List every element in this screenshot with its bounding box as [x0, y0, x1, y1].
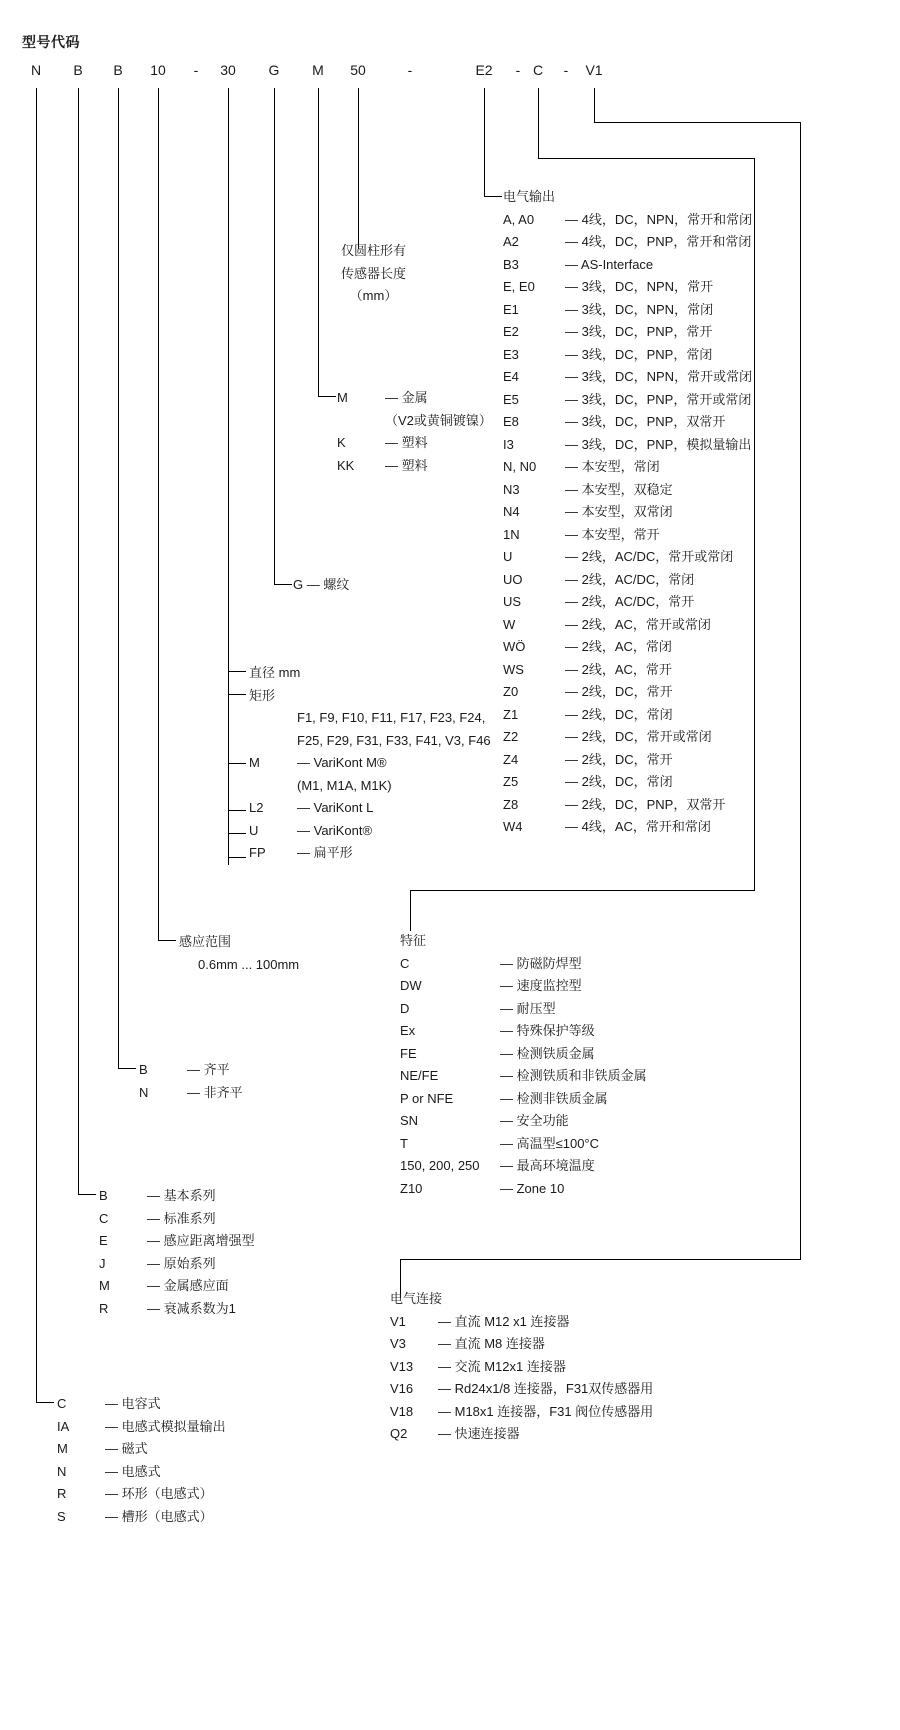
series-code: M [99, 1278, 110, 1293]
list-item [503, 569, 752, 592]
series-desc: — 感应距离增强型 [147, 1233, 255, 1248]
connection-code: Q2 [390, 1426, 408, 1441]
output-desc: — 2线，DC，常闭 [565, 706, 673, 722]
list-item [57, 1438, 226, 1461]
series-block [99, 1185, 255, 1320]
principle-desc: — 磁式 [105, 1441, 148, 1456]
list-item [249, 842, 491, 865]
principle-code: N [57, 1463, 67, 1479]
material-code: KK [337, 457, 355, 473]
leader-sensing-range-horizontal [158, 940, 176, 941]
output-desc: — 3线，DC，PNP，常开 [565, 324, 713, 339]
output-desc: — 4线，AC，常开和常闭 [565, 819, 711, 834]
code-segment-11: - [515, 62, 521, 78]
feature-code: FE [400, 1045, 417, 1061]
shape-desc: — VariKont L [297, 800, 374, 815]
output-desc: — 2线，DC，常闭 [565, 774, 673, 789]
leader-principle-vertical [36, 88, 37, 1403]
output-code: E, E0 [503, 279, 535, 294]
leader-shape-stub-varikontl [228, 810, 246, 811]
principle-desc: — 槽形（电感式） [105, 1508, 213, 1524]
feature-desc: — 特殊保护等级 [500, 1023, 595, 1038]
feature-desc: — 检测非铁质金属 [500, 1090, 608, 1106]
list-item [99, 1298, 255, 1321]
feature-code: C [400, 955, 410, 971]
leader-length-vertical [358, 88, 359, 249]
leader-thread-horizontal [274, 584, 292, 585]
list-item [503, 366, 752, 389]
series-desc: — 标准系列 [147, 1210, 216, 1226]
list-item [503, 681, 752, 704]
list-item [400, 1110, 647, 1133]
output-code: Z5 [503, 774, 519, 789]
output-desc: — 3线，DC，PNP，双常开 [565, 414, 726, 429]
output-code: E5 [503, 391, 519, 407]
feature-desc: — 耐压型 [500, 1000, 556, 1016]
shape-desc: — 扁平形 [297, 845, 353, 860]
list-item [337, 387, 492, 410]
output-desc: — 3线，DC，PNP，模拟量输出 [565, 436, 752, 452]
leader-features-vertical-b [754, 158, 755, 891]
connection-code: V13 [390, 1358, 414, 1374]
leader-material-vertical [318, 88, 319, 397]
output-desc: — 2线，AC，常开或常闭 [565, 616, 711, 632]
code-segment-10: E2 [475, 62, 493, 78]
list-item [503, 546, 752, 569]
list-item [503, 276, 752, 299]
shape-desc: F1, F9, F10, F11, F17, F23, F24, [297, 710, 486, 725]
flush-code: N [139, 1084, 149, 1100]
output-desc: — 2线，AC/DC，常闭 [565, 571, 695, 587]
list-item [503, 726, 752, 749]
code-segment-4: - [193, 62, 199, 78]
list-item [503, 614, 752, 637]
material-code: K [337, 435, 346, 450]
leader-shape-stub-varikontm [228, 763, 246, 764]
output-code: 1N [503, 526, 520, 542]
output-code: WS [503, 661, 524, 677]
list-item [390, 1311, 653, 1334]
list-item [337, 432, 492, 455]
list-item [503, 321, 752, 344]
leader-connection-horizontal-a [594, 122, 801, 123]
material-code [337, 410, 385, 433]
output-code: Z2 [503, 729, 519, 744]
leader-material-horizontal [318, 396, 336, 397]
output-code: A, A0 [503, 211, 535, 227]
shape-code: 矩形 [249, 687, 276, 703]
thread-block [293, 574, 349, 597]
list-item [249, 820, 491, 843]
principle-block [57, 1393, 226, 1528]
list-item [503, 411, 752, 434]
feature-desc: — 安全功能 [500, 1113, 569, 1128]
code-segment-0: N [30, 62, 42, 78]
output-desc: — 3线，DC，PNP，常开或常闭 [565, 391, 752, 407]
output-desc: — 2线，DC，PNP，双常开 [565, 796, 726, 812]
material-desc: — 金属 [385, 390, 428, 405]
output-code: Z8 [503, 796, 519, 812]
principle-desc: — 电感式模拟量输出 [105, 1418, 226, 1434]
list-item [57, 1506, 226, 1529]
feature-desc: — 速度监控型 [500, 978, 582, 993]
shape-code: L2 [249, 800, 264, 815]
output-desc: — 3线，DC，NPN，常闭 [565, 301, 714, 317]
feature-desc: — 检测铁质和非铁质金属 [500, 1068, 647, 1083]
list-item [57, 1483, 226, 1506]
list-item [99, 1230, 255, 1253]
shape-desc: (M1, M1A, M1K) [297, 777, 392, 793]
leader-sensing-range-vertical [158, 88, 159, 941]
connection-desc: — 直流 M8 连接器 [438, 1336, 545, 1351]
connection-desc: — 直流 M12 x1 连接器 [438, 1313, 570, 1329]
leader-output-horizontal [484, 196, 502, 197]
output-desc: — 4线，DC，PNP，常开和常闭 [565, 234, 752, 249]
principle-code: S [57, 1508, 66, 1524]
series-desc: — 基本系列 [147, 1188, 216, 1203]
output-code: U [503, 549, 513, 564]
feature-desc: — 检测铁质金属 [500, 1045, 595, 1061]
list-item [503, 209, 752, 232]
shape-block [249, 662, 491, 865]
series-desc: — 原始系列 [147, 1255, 216, 1271]
list-item [390, 1333, 653, 1356]
list-item [503, 434, 752, 457]
list-item [400, 998, 647, 1021]
series-code: C [99, 1210, 109, 1226]
shape-code: M [249, 755, 260, 770]
sensor-length-block [341, 240, 406, 308]
list-item [503, 524, 752, 547]
output-desc: — 2线，AC，常闭 [565, 639, 672, 654]
leader-connection-vertical-a [594, 88, 595, 123]
feature-desc: — 最高环境温度 [500, 1158, 595, 1173]
connection-desc: — 交流 M12x1 连接器 [438, 1358, 566, 1374]
code-segment-1: B [73, 62, 83, 78]
series-code: R [99, 1300, 109, 1316]
list-item [400, 1065, 647, 1088]
flush-desc: — 齐平 [187, 1062, 230, 1077]
list-item [400, 1155, 647, 1178]
list-item [400, 1043, 647, 1066]
output-desc: — 2线，DC，常开或常闭 [565, 729, 712, 744]
shape-code [249, 730, 297, 753]
code-segment-3: 10 [150, 62, 166, 78]
leader-shape-vertical [228, 88, 229, 865]
electrical-output-heading: 电气输出 [503, 189, 556, 204]
list-item [503, 231, 752, 254]
list-item [249, 752, 491, 775]
list-item [249, 775, 491, 798]
connection-desc: — Rd24x1/8 连接器，F31双传感器用 [438, 1381, 654, 1396]
shape-desc: F25, F29, F31, F33, F41, V3, F46 [297, 732, 491, 748]
leader-features-horizontal-b [410, 890, 755, 891]
list-item [503, 659, 752, 682]
leader-output-vertical [484, 88, 485, 197]
output-code: WÖ [503, 639, 526, 654]
principle-code: IA [57, 1418, 70, 1434]
leader-features-vertical-c [410, 890, 411, 931]
output-code: N3 [503, 481, 520, 497]
connection-code: V18 [390, 1403, 414, 1419]
sensor-length-unit: （mm） [349, 288, 398, 303]
leader-series-vertical [78, 88, 79, 1195]
electrical-output-block [503, 186, 752, 839]
housing-material-block [337, 387, 492, 477]
list-item [400, 975, 647, 998]
feature-code: DW [400, 978, 422, 993]
list-item [337, 455, 492, 478]
list-item [57, 1416, 226, 1439]
feature-code: SN [400, 1113, 419, 1128]
list-item [503, 749, 752, 772]
output-code: US [503, 594, 522, 609]
list-item [400, 953, 647, 976]
connection-block [390, 1288, 653, 1446]
code-segment-13: - [563, 62, 569, 78]
list-item [503, 794, 752, 817]
list-item [99, 1208, 255, 1231]
feature-code: NE/FE [400, 1068, 439, 1083]
output-desc: — 2线，AC/DC，常开 [565, 594, 695, 609]
output-desc: — 3线，DC，NPN，常开或常闭 [565, 369, 753, 384]
output-code: Z4 [503, 751, 519, 767]
list-item [57, 1461, 226, 1484]
output-code: N, N0 [503, 459, 537, 474]
list-item [249, 730, 491, 753]
output-code: A2 [503, 234, 519, 249]
list-item [337, 410, 492, 433]
output-code: W [503, 616, 516, 632]
principle-code: R [57, 1486, 67, 1501]
output-desc: — 4线，DC，NPN，常开和常闭 [565, 211, 753, 227]
output-code: E2 [503, 324, 519, 339]
list-item [400, 1178, 647, 1201]
list-item [249, 797, 491, 820]
series-desc: — 金属感应面 [147, 1278, 229, 1293]
sensing-range-heading: 感应范围 [179, 934, 232, 949]
feature-code: Ex [400, 1023, 416, 1038]
output-code: E8 [503, 414, 519, 429]
output-code: B3 [503, 256, 519, 272]
leader-shape-stub-varikont [228, 833, 246, 834]
list-item [390, 1401, 653, 1424]
series-code: J [99, 1255, 106, 1271]
output-desc: — 2线，AC/DC，常开或常闭 [565, 549, 734, 564]
features-heading: 特征 [400, 933, 427, 948]
material-desc: （V2或黄铜镀镍） [385, 412, 492, 428]
leader-principle-horizontal [36, 1402, 54, 1403]
shape-desc: — VariKont® [297, 822, 373, 838]
shape-code: U [249, 822, 259, 838]
flush-desc: — 非齐平 [187, 1084, 243, 1100]
flush-code: B [139, 1062, 148, 1077]
principle-desc: — 电容式 [105, 1396, 161, 1411]
leader-shape-stub-rect [228, 694, 246, 695]
code-segment-5: 30 [220, 62, 236, 78]
output-code: Z1 [503, 706, 519, 722]
list-item [390, 1423, 653, 1446]
output-code: I3 [503, 436, 514, 452]
series-code: E [99, 1233, 108, 1248]
sensor-length-note: 仅圆柱形有 [341, 243, 407, 258]
output-desc: — 3线，DC，NPN，常开 [565, 279, 714, 294]
connection-code: V3 [390, 1336, 406, 1351]
output-desc: — 本安型，常开 [565, 526, 660, 542]
list-item [503, 479, 752, 502]
features-block [400, 930, 647, 1200]
list-item [503, 591, 752, 614]
output-desc: — 3线，DC，PNP，常闭 [565, 346, 713, 362]
output-desc: — 2线，AC，常开 [565, 661, 672, 677]
leader-connection-vertical-b [800, 122, 801, 1260]
leader-features-horizontal-a [538, 158, 755, 159]
leader-shape-stub-flat [228, 857, 246, 858]
connection-code: V1 [390, 1313, 406, 1329]
list-item [503, 704, 752, 727]
material-desc: — 塑料 [385, 435, 428, 450]
feature-code: T [400, 1135, 408, 1151]
output-code: Z0 [503, 684, 519, 699]
feature-code: D [400, 1000, 410, 1016]
leader-thread-vertical [274, 88, 275, 585]
list-item [249, 662, 491, 685]
list-item [99, 1185, 255, 1208]
list-item [503, 771, 752, 794]
flush-block [139, 1059, 243, 1104]
leader-connection-horizontal-b [400, 1259, 801, 1260]
output-code: W4 [503, 819, 523, 834]
list-item [249, 685, 491, 708]
list-item [503, 456, 752, 479]
principle-desc: — 环形（电感式） [105, 1486, 213, 1501]
list-item [139, 1059, 243, 1082]
leader-flush-horizontal [118, 1068, 136, 1069]
output-code: UO [503, 571, 523, 587]
connection-desc: — 快速连接器 [438, 1426, 520, 1441]
list-item [503, 299, 752, 322]
shape-code: FP [249, 845, 266, 860]
material-code: M [337, 390, 348, 405]
output-desc: — AS-Interface [565, 256, 654, 272]
feature-code: Z10 [400, 1180, 423, 1196]
list-item [400, 1020, 647, 1043]
principle-desc: — 电感式 [105, 1463, 161, 1479]
shape-code: 直径 mm [249, 665, 301, 680]
feature-desc: — 防磁防焊型 [500, 955, 582, 971]
connection-desc: — M18x1 连接器，F31 阀位传感器用 [438, 1403, 654, 1419]
output-code: N4 [503, 504, 520, 519]
list-item [390, 1378, 653, 1401]
connection-code: V16 [390, 1381, 414, 1396]
list-item [390, 1356, 653, 1379]
shape-code [249, 707, 297, 730]
output-code: E3 [503, 346, 519, 362]
code-segment-2: B [113, 62, 123, 78]
list-item [503, 501, 752, 524]
leader-shape-stub-diameter [228, 671, 246, 672]
code-segment-12: C [532, 62, 544, 78]
leader-flush-vertical [118, 88, 119, 1069]
leader-series-horizontal [78, 1194, 96, 1195]
list-item [139, 1082, 243, 1105]
shape-code [249, 775, 297, 798]
output-code: E4 [503, 369, 519, 384]
feature-desc: — Zone 10 [500, 1180, 565, 1196]
sensing-range-value: 0.6mm ... 100mm [198, 956, 300, 972]
sensor-length-label: 传感器长度 [341, 265, 407, 281]
list-item [503, 254, 752, 277]
list-item [99, 1253, 255, 1276]
output-code: E1 [503, 301, 519, 317]
feature-desc: — 高温型≤100°C [500, 1135, 600, 1151]
output-desc: — 本安型，双稳定 [565, 481, 673, 497]
sensing-range-block [179, 931, 299, 976]
page-title: 型号代码 [22, 34, 80, 50]
list-item [249, 707, 491, 730]
list-item [503, 636, 752, 659]
feature-code: 150, 200, 250 [400, 1158, 480, 1173]
series-code: B [99, 1188, 108, 1203]
code-segment-14: V1 [585, 62, 603, 78]
code-segment-9: - [407, 62, 413, 78]
code-segment-7: M [312, 62, 324, 78]
code-segment-6: G [268, 62, 280, 78]
output-desc: — 2线，DC，常开 [565, 684, 673, 699]
connection-heading: 电气连接 [390, 1291, 443, 1306]
list-item [400, 1133, 647, 1156]
list-item [503, 344, 752, 367]
shape-desc: — VariKont M® [297, 755, 387, 770]
principle-code: C [57, 1396, 67, 1411]
principle-code: M [57, 1441, 68, 1456]
code-segment-8: 50 [350, 62, 366, 78]
output-desc: — 本安型，双常闭 [565, 504, 673, 519]
leader-features-vertical-a [538, 88, 539, 159]
material-desc: — 塑料 [385, 457, 428, 473]
thread-label: G — 螺纹 [293, 577, 350, 592]
code-row [0, 62, 900, 84]
list-item [99, 1275, 255, 1298]
list-item [400, 1088, 647, 1111]
list-item [57, 1393, 226, 1416]
list-item [503, 816, 752, 839]
feature-code: P or NFE [400, 1090, 454, 1106]
list-item [503, 389, 752, 412]
series-desc: — 衰减系数为1 [147, 1300, 236, 1316]
output-desc: — 2线，DC，常开 [565, 751, 673, 767]
output-desc: — 本安型，常闭 [565, 459, 660, 474]
